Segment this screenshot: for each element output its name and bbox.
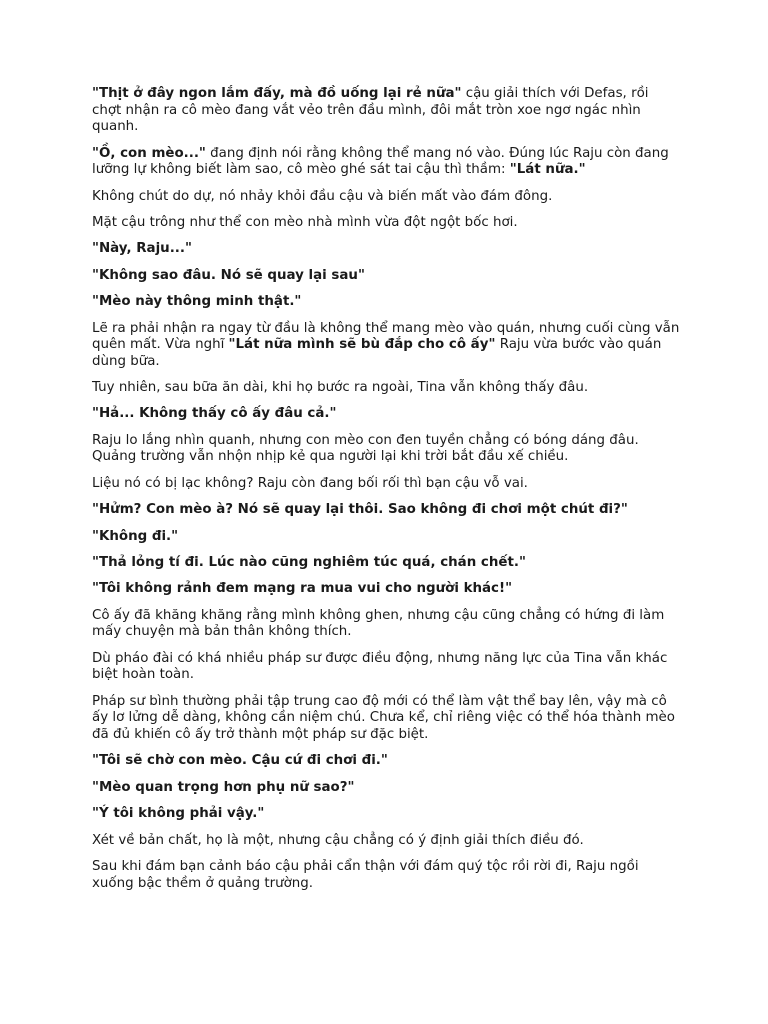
paragraph-2	[92, 146, 682, 179]
narration-text: Lẽ ra phải nhận ra ngay từ đầu là không thể mang mèo vào quán, nhưng cuối cùng vẫn quên mất. Vừa nghĩ	[92, 320, 680, 353]
dialogue-text: "Ý tôi không phải vậy."	[92, 806, 265, 822]
paragraph-4: Mặt cậu trông như thể con mèo nhà mình vừa đột ngột bốc hơi.	[92, 214, 518, 230]
paragraph-5	[92, 241, 682, 258]
paragraph-1	[92, 86, 682, 136]
paragraph-16	[92, 581, 682, 598]
narration-text: cậu giải thích với Defas, rồi chợt nhận ra cô mèo đang vắt vẻo trên đầu mình, đôi mắt tròn xoe ngơ ngác nhìn quanh.	[92, 86, 649, 135]
narration-text: Raju vừa bước vào quán dùng bữa.	[92, 337, 662, 369]
paragraph-20	[92, 753, 682, 770]
paragraph-14	[92, 529, 682, 546]
dialogue-text: "Tôi sẽ chờ con mèo. Cậu cứ đi chơi đi."	[92, 753, 388, 769]
dialogue-text: "Này, Raju..."	[92, 241, 192, 257]
paragraph-10	[92, 406, 682, 423]
paragraph-13	[92, 502, 682, 519]
dialogue-text: "Lát nữa mình sẽ bù đắp cho cô ấy"	[228, 337, 496, 353]
paragraph-23: Xét về bản chất, họ là một, nhưng cậu chẳng có ý định giải thích điều đó.	[92, 832, 584, 848]
paragraph-6	[92, 268, 682, 285]
dialogue-text: "Ồ, con mèo..."	[92, 145, 206, 161]
dialogue-text: "Không đi."	[92, 528, 179, 544]
dialogue-text: "Hả... Không thấy cô ấy đâu cả."	[92, 406, 337, 422]
dialogue-text: "Thả lỏng tí đi. Lúc nào cũng nghiêm túc quá, chán chết."	[92, 555, 526, 571]
paragraph-21	[92, 780, 682, 797]
dialogue-text: "Hửm? Con mèo à? Nó sẽ quay lại thôi. Sao không đi chơi một chút đi?"	[92, 502, 628, 518]
paragraph-24: Sau khi đám bạn cảnh báo cậu phải cẩn thận với đám quý tộc rồi rời đi, Raju ngồi xuống bậc thềm ở quảng trường.	[92, 858, 639, 891]
paragraph-3: Không chút do dự, nó nhảy khỏi đầu cậu và biến mất vào đám đông.	[92, 188, 553, 204]
dialogue-text: "Mèo này thông minh thật."	[92, 294, 302, 310]
document-page	[92, 86, 682, 902]
paragraph-22	[92, 806, 682, 823]
paragraph-7	[92, 294, 682, 311]
paragraph-8	[92, 321, 682, 371]
dialogue-text: "Tôi không rảnh đem mạng ra mua vui cho người khác!"	[92, 581, 513, 597]
dialogue-text: "Lát nữa."	[509, 162, 586, 178]
paragraph-9: Tuy nhiên, sau bữa ăn dài, khi họ bước ra ngoài, Tina vẫn không thấy đâu.	[92, 380, 589, 396]
dialogue-text: "Mèo quan trọng hơn phụ nữ sao?"	[92, 779, 355, 795]
paragraph-15	[92, 555, 682, 572]
paragraph-17: Cô ấy đã khăng khăng rằng mình không ghen, nhưng cậu cũng chẳng có hứng đi làm mấy chuyện mà bản thân không thích.	[92, 607, 665, 640]
paragraph-12: Liệu nó có bị lạc không? Raju còn đang bối rối thì bạn cậu vỗ vai.	[92, 475, 528, 491]
narration-text: đang định nói rằng không thể mang nó vào. Đúng lúc Raju còn đang lưỡng lự không biết làm sao, cô mèo ghé sát tai cậu thì thầm:	[92, 145, 669, 178]
dialogue-text: "Không sao đâu. Nó sẽ quay lại sau"	[92, 267, 365, 283]
paragraph-18: Dù pháo đài có khá nhiều pháp sư được điều động, nhưng năng lực của Tina vẫn khác biệt hoàn toàn.	[92, 650, 668, 683]
paragraph-11: Raju lo lắng nhìn quanh, nhưng con mèo con đen tuyền chẳng có bóng dáng đâu. Quảng trường vẫn nhộn nhịp kẻ qua người lại khi trời bắt đầu xế chiều.	[92, 432, 639, 465]
paragraph-19: Pháp sư bình thường phải tập trung cao độ mới có thể làm vật thể bay lên, vậy mà cô ấy lơ lửng dễ dàng, không cần niệm chú. Chưa kể, chỉ riêng việc có thể hóa thành mèo đã đủ khiến cô ấy trở thành một pháp sư đặc biệt.	[92, 693, 675, 742]
dialogue-text: "Thịt ở đây ngon lắm đấy, mà đồ uống lại rẻ nữa"	[92, 86, 462, 101]
